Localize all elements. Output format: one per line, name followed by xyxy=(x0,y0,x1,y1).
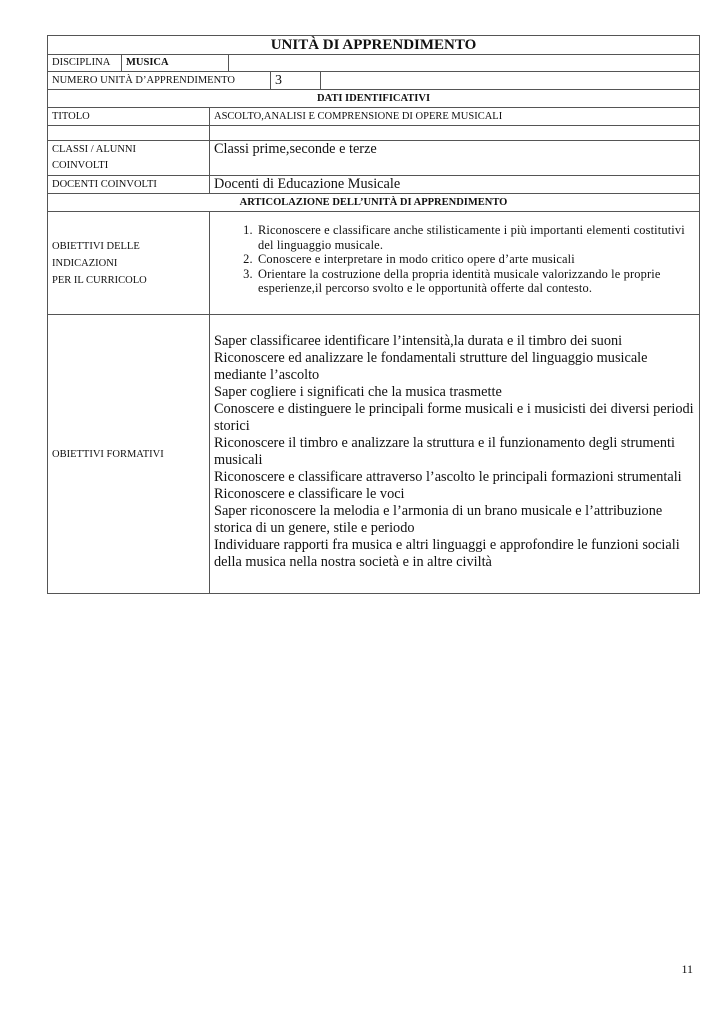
numero-row xyxy=(48,72,700,90)
obiettivi-formativi-label: OBIETTIVI FORMATIVI xyxy=(48,315,210,593)
formativo-item: Saper cogliere i significati che la musica trasmette xyxy=(214,384,502,400)
spacer-row xyxy=(48,126,700,141)
formativo-item: Riconoscere ed analizzare le fondamentali strutture del linguaggio musicale mediante l’ascolto xyxy=(214,350,648,383)
learning-unit-table xyxy=(47,35,700,594)
classi-value: Classi prime,seconde e terze xyxy=(210,141,700,175)
obiettivi-label-line2: INDICAZIONI xyxy=(52,258,118,269)
obiettivi-label-line1: OBIETTIVI DELLE xyxy=(52,241,140,252)
obiettivi-formativi-row xyxy=(48,315,700,594)
title-row xyxy=(48,36,700,55)
list-item: 2. Conoscere e interpretare in modo critico opere d’arte musicali xyxy=(256,252,699,267)
classi-label-line2: COINVOLTI xyxy=(52,160,109,171)
titolo-row xyxy=(48,108,700,126)
formativo-item: Saper riconoscere la melodia e l’armonia di un brano musicale e l’attribuzione storica di un genere, stile e periodo xyxy=(214,503,663,536)
classi-label-line1: CLASSI / ALUNNI xyxy=(52,144,137,155)
docenti-label: DOCENTI COINVOLTI xyxy=(48,176,210,193)
document-title: UNITÀ DI APPRENDIMENTO xyxy=(48,36,700,54)
obiettivi-list xyxy=(210,223,699,296)
formativo-item: Riconoscere e classificare le voci xyxy=(214,486,405,502)
list-item: 3. Orientare la costruzione della propria identità musicale valorizzando le proprie esperienze,il percorso svolto e le opportunità offerte dal contesto. xyxy=(256,267,699,296)
page-number: 11 xyxy=(681,962,693,976)
formativo-item: Individuare rapporti fra musica e altri linguaggi e approfondire le funzioni sociali della musica nella nostra società e in altre civiltà xyxy=(214,537,680,570)
numero-empty-cell xyxy=(321,72,700,89)
dati-heading: DATI IDENTIFICATIVI xyxy=(48,90,700,107)
obiettivi-label-line3: PER IL CURRICOLO xyxy=(52,275,147,286)
formativo-item: Riconoscere il timbro e analizzare la struttura e il funzionamento degli strumenti musicali xyxy=(214,435,675,468)
disciplina-label: DISCIPLINA xyxy=(48,55,122,71)
obiettivi-formativi-content xyxy=(210,315,700,593)
obiettivi-indicazioni-content xyxy=(210,212,700,314)
articolazione-heading: ARTICOLAZIONE DELL’UNITÀ DI APPRENDIMENTO xyxy=(48,194,700,211)
disciplina-value: MUSICA xyxy=(122,55,229,71)
numero-label: NUMERO UNITÀ D’APPRENDIMENTO xyxy=(48,72,271,89)
spacer-left xyxy=(48,126,210,140)
docenti-value: Docenti di Educazione Musicale xyxy=(210,176,700,193)
disciplina-row xyxy=(48,55,700,72)
titolo-value: ASCOLTO,ANALISI E COMPRENSIONE DI OPERE MUSICALI xyxy=(210,108,700,125)
formativo-item: Riconoscere e classificare attraverso l’ascolto le principali formazioni strumentali xyxy=(214,469,682,485)
formativo-item: Saper classificaree identificare l’intensità,la durata e il timbro dei suoni xyxy=(214,333,623,349)
disciplina-empty-cell xyxy=(229,55,700,71)
list-item: 1. Riconoscere e classificare anche stilisticamente i più importanti elementi costitutivi del linguaggio musicale. xyxy=(256,223,699,252)
dati-row xyxy=(48,90,700,108)
numero-value: 3 xyxy=(271,72,321,89)
obiettivi-indicazioni-label xyxy=(48,212,210,314)
docenti-row xyxy=(48,176,700,194)
articolazione-row xyxy=(48,194,700,212)
classi-label xyxy=(48,141,210,175)
spacer-right xyxy=(210,126,700,140)
obiettivi-indicazioni-row xyxy=(48,212,700,315)
formativo-item: Conoscere e distinguere le principali forme musicali e i musicisti dei diversi periodi storici xyxy=(214,401,694,434)
titolo-label: TITOLO xyxy=(48,108,210,125)
classi-row xyxy=(48,141,700,176)
